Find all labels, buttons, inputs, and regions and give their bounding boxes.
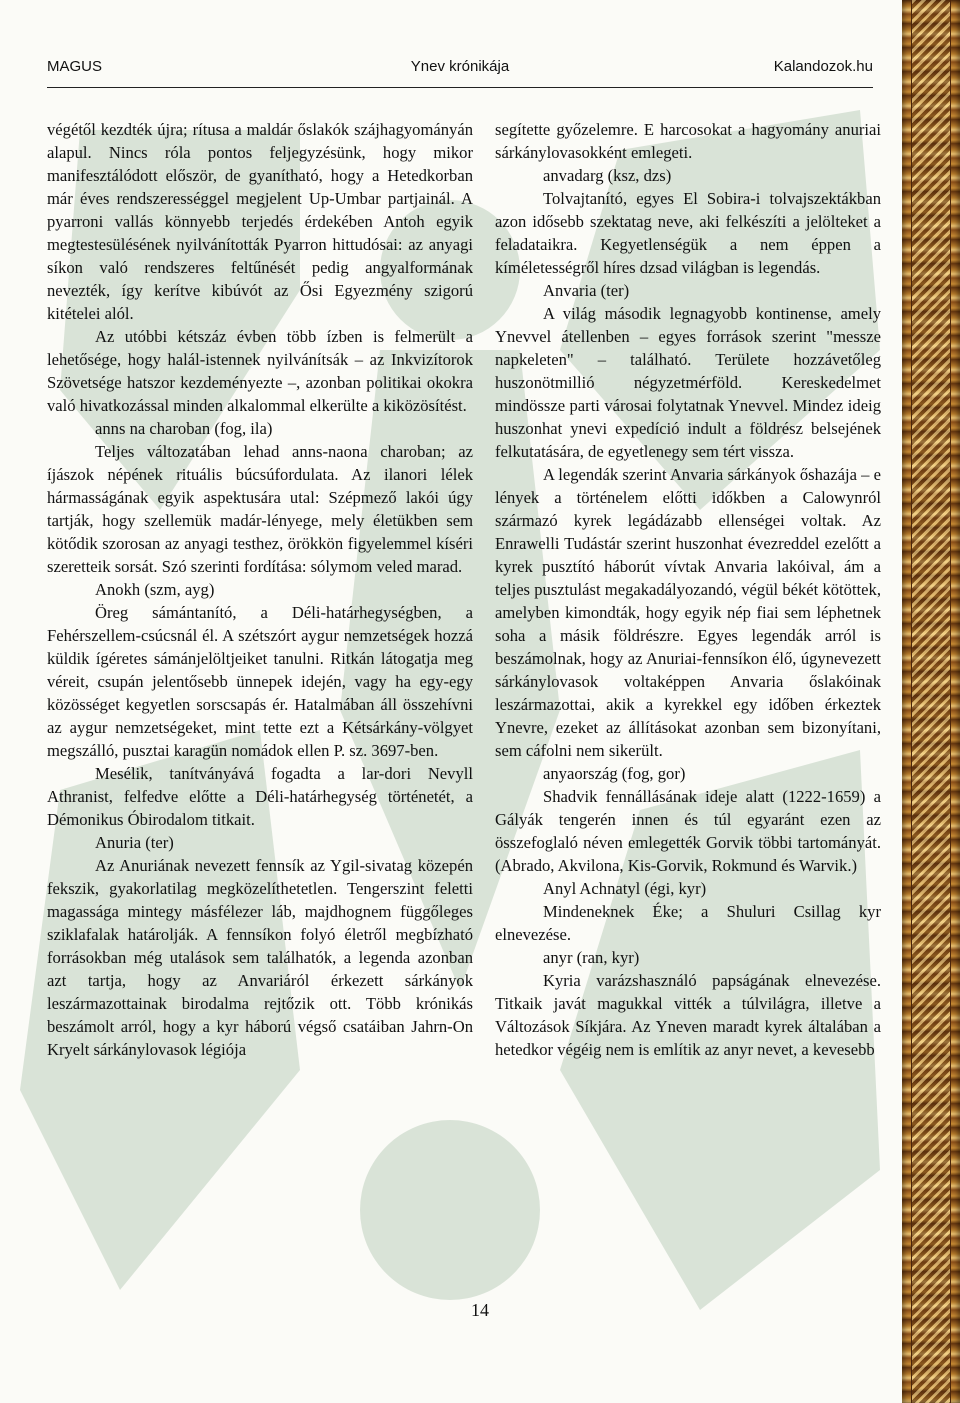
paragraph: segítette győzelemre. E harcosokat a hagyomány anuriai sárkánylovasokként emlegeti. — [495, 120, 881, 162]
paragraph: végétől kezdték újra; rítusa a maldár őslakók szájhagyományán alapul. Nincs róla pontos feljegyzésünk, hogy mikor manifesztálódott először, de gyanítható, hogy a Hetedkorban már éves rendszerességgel megjelent Up-Umbar partjainál. A pyarroni vallás könnyebb terjedés érdekében Antoh egyik megtestesülésének nyilvánították Pyarron hittudósai: az anyagi síkon való rendszeres feltűnését pedig angyalformának nevezték, így kerítve kibúvót az Ősi Egyezmény szigorú kitételei alól. — [47, 120, 473, 323]
entry-heading: anyaország (fog, gor) — [543, 764, 686, 783]
paragraph: Tolvajtanító, egyes El Sobira-i tolvajszektákban azon idősebb szektatag neve, aki felkészíti a jelölteket a feladataikra. Kegyetlenségük a nem éppen a kíméletességről híres dzsad világban is legendás. — [495, 189, 881, 277]
right-column — [495, 118, 881, 1061]
entry-heading: anns na charoban (fog, ila) — [95, 419, 273, 438]
paragraph: Kyria varázshasználó papságának elnevezése. Titkaik javát magukkal vitték a túlvilágra, illetve a Változások Síkjára. Az Yneven maradt kyrek általában a hetedkor végéig nem is említik az anyr nevet, a kevesebb — [495, 971, 881, 1059]
left-column — [47, 118, 473, 1061]
decorative-border-pattern — [911, 0, 951, 1403]
entry-heading: anvadarg (ksz, dzs) — [543, 166, 672, 185]
page-number: 14 — [471, 1300, 489, 1320]
paragraph: Shadvik fennállásának ideje alatt (1222-1659) a Gályák tengerén innen és túl egyaránt ezen az összefoglaló néven emlegették Gorvik többi tartományát. (Abrado, Akvilona, Kis-Gorvik, Rokmund és Warvik.) — [495, 787, 881, 875]
paragraph: Mindeneknek Éke; a Shuluri Csillag kyr elnevezése. — [495, 902, 881, 944]
header-right: Kalandozok.hu — [773, 58, 873, 75]
header-left: MAGUS — [47, 58, 103, 75]
header-title: Ynev krónikája — [410, 58, 510, 75]
header-rule — [47, 87, 873, 88]
paragraph: Teljes változatában lehad anns-naona charoban; az íjászok népének rituális búcsúfordulata. Az ilanori lélek hármasságának egyik aspektusára utal: Szépmező lakói úgy tartják, hogy szellemük madár-lényege, mely életükben sem kötődik szorosan az anyagi testhez, örökkön figyelemmel kíséri szeretteik sorsát. Szó szerinti fordítása: sólymom veled marad. — [47, 442, 473, 576]
entry-heading: Anuria (ter) — [95, 833, 174, 852]
entry-heading: anyr (ran, kyr) — [543, 948, 640, 967]
entry-heading: Anokh (szm, ayg) — [95, 580, 215, 599]
paragraph: Az Anuriának nevezett fennsík az Ygil-sivatag közepén fekszik, gyakorlatilag megközelíthetetlen. Tengerszint feletti magassága mintegy másfélezer láb, majdhognem függőleges sziklafalak határolják. A fennsíkon folyó életről megbízható forrásokban még utalások sem találhatók, a legenda azonban azt tartja, hogy az Anvariáról érkezett sárkányok leszármazottainak birodalma rejtőzik ott. Több krónikás beszámolt arról, hogy a kyr háború végső csatáiban Jahrn-On Kryelt sárkánylovasok légiója — [47, 856, 473, 1059]
decorative-border — [902, 0, 960, 1403]
paragraph: Az utóbbi kétszáz évben több ízben is felmerült a lehetősége, hogy halál-istennek nyilvánítsák – az Inkvizítorok Szövetsége hatszor kezdeményezte –, azonban politikai okokra való hivatkozással minden alkalommal elkerülte a kiközösítést. — [47, 327, 473, 415]
entry-heading: Anvaria (ter) — [543, 281, 630, 300]
paragraph: A világ második legnagyobb kontinense, amely Ynevvel átellenben – egyes források szerint "messze napkeleten" – található. Területe hozzávetőleg huszonötmillió négyzetmérföld. Kereskedelmet mindössze parti városai folytatnak Ynevvel. Mindez ideig huszonhat ynevi expedíció indult a földrész belsejének felkutatására, de egyetlenegy sem tért vissza. — [495, 304, 881, 461]
page-header — [47, 58, 873, 82]
paragraph: Öreg sámántanító, a Déli-határhegységben, a Fehérszellem-csúcsnál él. A szétszórt aygur nemzetségek hozzá küldik ígéretes sámánjelöltjeiket tanulni. Ritkán látogatja meg véreit, csupán jelentősebb ünnepek idején, vagy ha egy-egy közösséget kegyetlen sorscsapás ér. Hatalmában áll összehívni az aygur nemzetségeket, mint tette ezt a Kétsárkány-völgyet megszálló, pusztai karagün nomádok ellen P. sz. 3697-ben. — [47, 603, 473, 760]
paragraph: Mesélik, tanítványává fogadta a lar-dori Nevyll Athranist, felfedve előtte a Déli-határhegység történetét, a Démonikus Óbirodalom titkait. — [47, 764, 473, 829]
paragraph: A legendák szerint Anvaria sárkányok őshazája – e lények a történelem előtti időkben a Calowynról származó kyrek legádázabb ellenségei voltak. Az Enrawelli Tudástár szerint huszonhat évezreddel ezelőtt a kyrek pusztító háborút vívtak Anvaria lakóival, ám a teljes pusztulást megakadályozandó, végül békét kötöttek, amelyben kimondták, hogy egyik nép fiai sem léphetnek soha a másik földrészre. Egyes legendák arról is beszámolnak, hogy az Anuriai-fennsíkon élő, úgynevezett sárkánylovasok voltaképpen Anvaria őslakóinak leszármazottai, akik a kyrekkel egy időben érkeztek Ynevre, ezeket az állításokat azonban sem bizonyítani, sem cáfolni nem sikerült. — [495, 465, 881, 760]
entry-heading: Anyl Achnatyl (égi, kyr) — [543, 879, 707, 898]
